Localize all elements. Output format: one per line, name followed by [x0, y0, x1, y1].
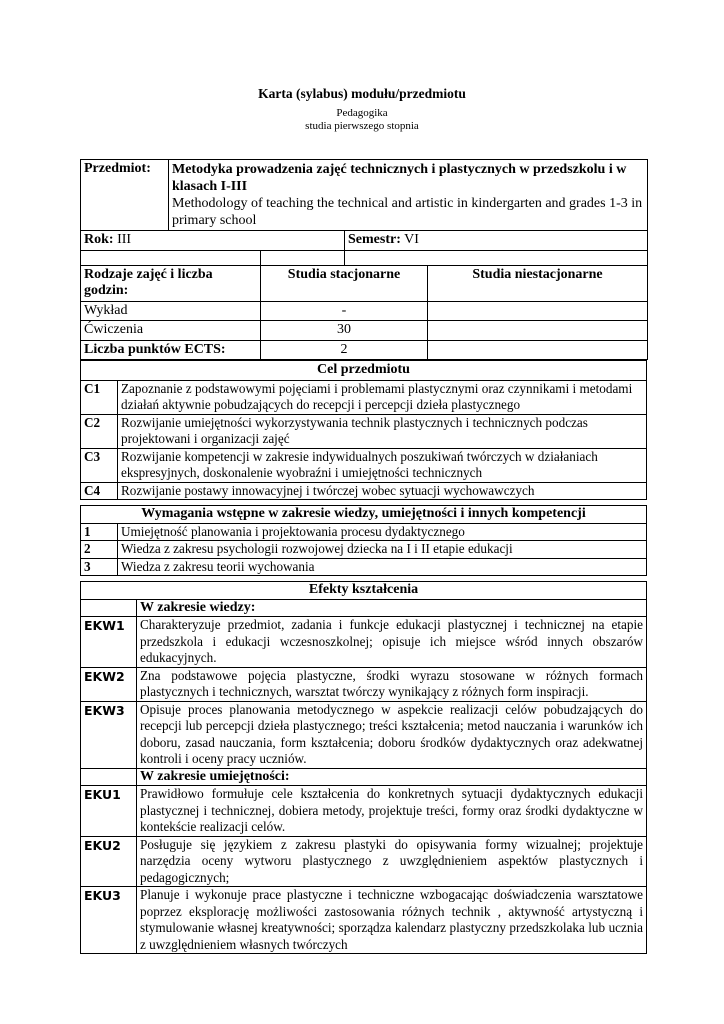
semester-label: Semestr:	[348, 232, 401, 247]
goal-row	[81, 482, 647, 500]
prereq-text: Wiedza z zakresu teorii wychowania	[118, 558, 647, 576]
hours-row-exercises	[81, 321, 648, 341]
goal-row	[81, 448, 647, 482]
document-title: Karta (sylabus) modułu/przedmiotu	[258, 86, 466, 101]
ects-full-time: 2	[261, 340, 428, 360]
lecture-label: Wykład	[81, 301, 261, 321]
outcome-text: Planuje i wykonuje prace plastyczne i techniczne wzbogacając doświadczenia warsztatowe poprzez eksplorację możliwości zastosowania różnych technik , aktywność artystyczną i stymulowanie własnej kreatywności; sporządza kalendarz plastyczny przedszkolaka lub ucznia z uwzględnieniem własnych twórczych	[137, 887, 647, 954]
goal-text: Rozwijanie postawy innowacyjnej i twórczej wobec sytuacji wychowawczych	[118, 482, 647, 500]
prereq-row	[81, 523, 647, 541]
goal-code: C4	[81, 482, 118, 500]
semester-cell	[345, 231, 648, 251]
outcomes-title: Efekty kształcenia	[81, 582, 647, 600]
ects-part-time	[428, 340, 648, 360]
prereq-table	[80, 505, 647, 576]
outcome-row	[81, 617, 647, 668]
outcome-row	[81, 701, 647, 768]
year-value: III	[117, 232, 132, 247]
outcome-code: EKW3	[81, 701, 137, 768]
course-info-table	[80, 159, 648, 360]
outcome-code: EKW1	[81, 617, 137, 668]
goal-row	[81, 414, 647, 448]
outcome-text: Prawidłowo formułuje cele kształcenia do konkretnych sytuacji dydaktycznych edukacji plastycznej i technicznej, dobiera metody, projektuje treści, formy oraz środki dydaktyczne w kontekście realizacji celów.	[137, 786, 647, 837]
prereq-text: Wiedza z zakresu psychologii rozwojowej dziecka na I i II etapie edukacji	[118, 541, 647, 559]
course-name-en: Methodology of teaching the technical and artistic in kindergarten and grades 1-3 in primary school	[172, 196, 643, 228]
goal-code: C2	[81, 414, 118, 448]
lecture-full-time: -	[261, 301, 428, 321]
outcome-row	[81, 836, 647, 887]
prereq-code: 2	[81, 541, 118, 559]
goal-text: Rozwijanie kompetencji w zakresie indywidualnych poszukiwań twórczych w działaniach ekspresyjnych, doskonalenie wyobraźni i umiejętności technicznych	[118, 448, 647, 482]
outcome-text: Charakteryzuje przedmiot, zadania i funkcje edukacji plastycznej i technicznej na etapie przedszkola i edukacji wczesnoszkolnej; opisuje ich miejsce wśród innych obszarów edukacyjnych.	[137, 617, 647, 668]
course-name-cell	[169, 160, 648, 231]
outcomes-table	[80, 581, 647, 954]
goal-code: C3	[81, 448, 118, 482]
prereq-title: Wymagania wstępne w zakresie wiedzy, umiejętności i innych kompetencji	[81, 506, 647, 524]
outcome-code: EKU2	[81, 836, 137, 887]
field-of-study: Pedagogika	[336, 107, 388, 119]
exercises-full-time: 30	[261, 321, 428, 341]
outcome-row	[81, 667, 647, 701]
outcome-text: Opisuje proces planowania metodycznego w aspekcie realizacji celów pobudzających do recepcji lub percepcji dzieła plastycznego; treści kształcenia; metod nauczania i warunków ich doboru, zasad nauczania, form kształcenia; doboru środków dydaktycznych oraz adekwatnej kontroli i oceny pracy uczniów.	[137, 701, 647, 768]
syllabus-tables	[80, 159, 647, 954]
year-label: Rok:	[84, 232, 114, 247]
outcome-text: Posługuje się językiem z zakresu plastyki do opisywania formy wizualnej; projektuje narzędzia oceny wytworu plastycznego z uwzględnieniem aspektów plastycznych i pedagogicznych;	[137, 836, 647, 887]
lecture-part-time	[428, 301, 648, 321]
year-cell	[81, 231, 345, 251]
hours-header-row	[81, 265, 648, 301]
prereq-code: 3	[81, 558, 118, 576]
outcome-code: EKU3	[81, 887, 137, 954]
exercises-label: Ćwiczenia	[81, 321, 261, 341]
spacer-row	[81, 250, 648, 265]
outcome-text: Zna podstawowe pojęcia plastyczne, środki wyrazu stosowane w różnych formach plastycznych i technicznych, warsztat twórczy wynikający z różnych form inspiracji.	[137, 667, 647, 701]
semester-value: VI	[404, 232, 419, 247]
skills-section-title: W zakresie umiejętności:	[137, 768, 647, 786]
study-level: studia pierwszego stopnia	[305, 120, 419, 132]
outcome-row	[81, 786, 647, 837]
goal-row	[81, 380, 647, 414]
exercises-part-time	[428, 321, 648, 341]
goal-text: Rozwijanie umiejętności wykorzystywania technik plastycznych i technicznych podczas projektowani i organizacji zajęć	[118, 414, 647, 448]
goals-title: Cel przedmiotu	[81, 361, 647, 381]
hours-type-header: Rodzaje zajęć i liczba godzin:	[81, 265, 261, 301]
full-time-header: Studia stacjonarne	[261, 265, 428, 301]
ects-label: Liczba punktów ECTS:	[81, 340, 261, 360]
year-semester-row	[81, 231, 648, 251]
prereq-row	[81, 541, 647, 559]
prereq-row	[81, 558, 647, 576]
goal-code: C1	[81, 380, 118, 414]
goals-table	[80, 360, 647, 500]
prereq-code: 1	[81, 523, 118, 541]
part-time-header: Studia niestacjonarne	[428, 265, 648, 301]
course-label: Przedmiot:	[81, 160, 169, 231]
knowledge-section-title: W zakresie wiedzy:	[137, 599, 647, 617]
hours-row-lecture	[81, 301, 648, 321]
prereq-text: Umiejętność planowania i projektowania procesu dydaktycznego	[118, 523, 647, 541]
outcome-code: EKW2	[81, 667, 137, 701]
course-name-row	[81, 160, 648, 231]
course-name-pl: Metodyka prowadzenia zajęć technicznych i plastycznych w przedszkolu i w klasach I-III	[172, 162, 627, 194]
goal-text: Zapoznanie z podstawowymi pojęciami i problemami plastycznymi oraz czynnikami i metodami działań aktywnie pobudzających do recepcji i percepcji dzieła plastycznego	[118, 380, 647, 414]
ects-row	[81, 340, 648, 360]
outcome-row	[81, 887, 647, 954]
outcome-code: EKU1	[81, 786, 137, 837]
